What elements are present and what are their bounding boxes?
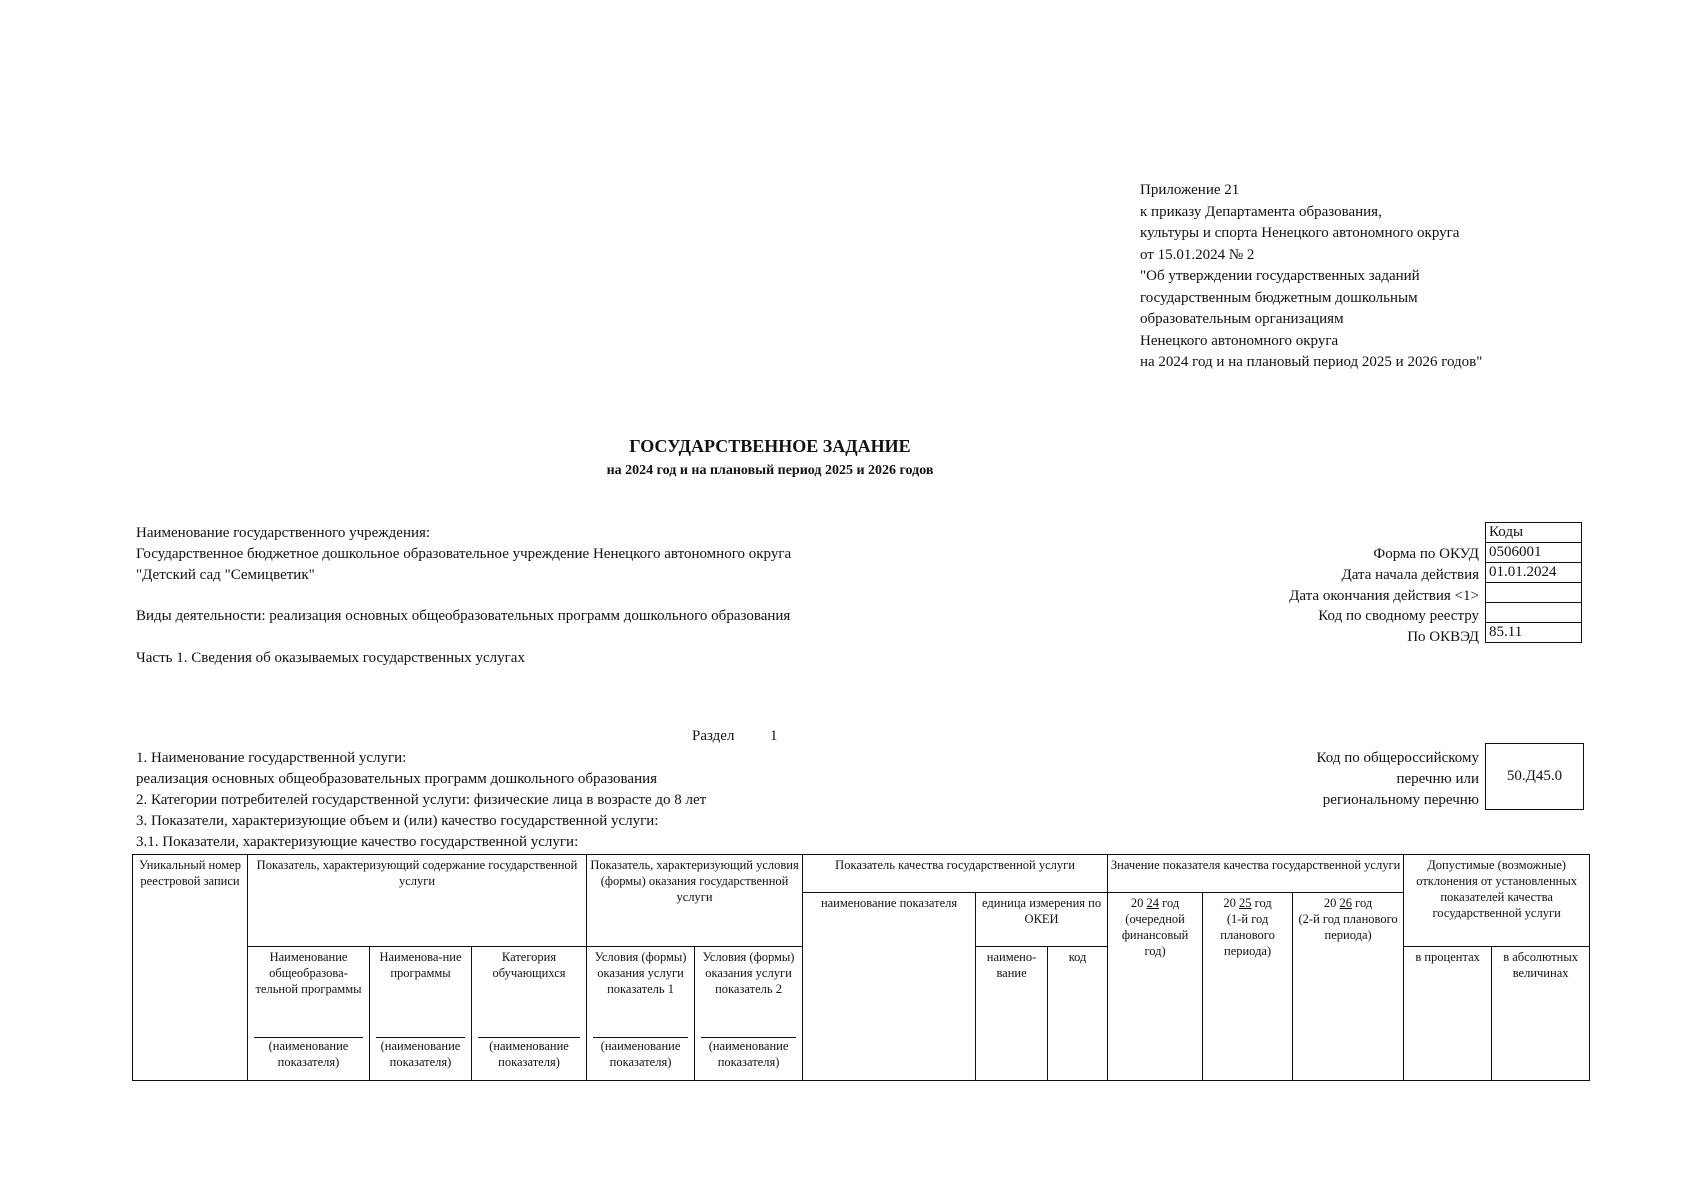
registry-code-box <box>1485 743 1584 810</box>
header-conditions-indicator: Показатель, характеризующий условия (формы) оказания государственной услуги <box>587 855 803 947</box>
code-end-date <box>1486 583 1582 603</box>
col-deviation-percent: в процентах <box>1404 947 1492 1081</box>
header-unit-okei: единица измерения по ОКЕИ <box>976 893 1108 947</box>
indicator-name-caption: (наименование показателя) <box>254 1037 363 1070</box>
year-1-value: 24 <box>1146 896 1160 910</box>
year-2-value: 25 <box>1239 896 1252 910</box>
registry-label-2: перечню или <box>1396 771 1479 787</box>
col-student-category: Категория обучающихся (наименование показателя) <box>472 947 587 1081</box>
registry-label-3: региональному перечню <box>1322 792 1479 808</box>
header-deviation: Допустимые (возможные) отклонения от установленных показателей качества государственной услуги <box>1404 855 1590 947</box>
service-name-value: реализация основных общеобразовательных программ дошкольного образования <box>136 771 658 787</box>
institution-label: Наименование государственного учреждения: <box>136 525 431 541</box>
code-label-okved: По ОКВЭД <box>1407 629 1479 645</box>
code-start-date: 01.01.2024 <box>1486 563 1582 583</box>
service-name-label: 1. Наименование государственной услуги: <box>136 750 407 766</box>
appendix-block <box>1140 180 1482 374</box>
appendix-line: Приложение 21 <box>1140 182 1240 198</box>
header-year-2: 20 25 год (1-й год планового периода) <box>1203 893 1293 1081</box>
col-deviation-absolute: в абсолютных величинах <box>1492 947 1590 1081</box>
code-label-okud: Форма по ОКУД <box>1373 546 1479 562</box>
year-3-caption: (2-й год планового периода) <box>1298 912 1398 942</box>
code-label-registry: Код по сводному реестру <box>1318 608 1479 624</box>
indicator-name-caption: (наименование показателя) <box>376 1037 465 1070</box>
indicators-heading: 3. Показатели, характеризующие объем и (или) качество государственной услуги: <box>136 813 659 829</box>
col-program-name: Наименова-ние программы (наименование показателя) <box>370 947 472 1081</box>
appendix-line: государственным бюджетным дошкольным <box>1140 289 1418 306</box>
document-title: ГОСУДАРСТВЕННОЕ ЗАДАНИЕ <box>629 436 911 456</box>
header-content-indicator: Показатель, характеризующий содержание государственной услуги <box>248 855 587 947</box>
code-registry <box>1486 603 1582 623</box>
code-okved: 85.11 <box>1486 623 1582 643</box>
appendix-line: культуры и спорта Ненецкого автономного округа <box>1140 225 1460 241</box>
appendix-line: образовательным организациям <box>1140 311 1344 327</box>
appendix-line: "Об утверждении государственных заданий <box>1140 268 1420 284</box>
appendix-line: Ненецкого автономного округа <box>1140 332 1339 349</box>
consumer-categories: 2. Категории потребителей государственной услуги: физические лица в возрасте до 8 лет <box>136 792 707 808</box>
appendix-line: от 15.01.2024 № 2 <box>1140 246 1255 263</box>
institution-name: Государственное бюджетное дошкольное образовательное учреждение Ненецкого автономного округа <box>136 546 792 562</box>
codes-header: Коды <box>1486 523 1582 543</box>
appendix-line: к приказу Департамента образования, <box>1140 203 1382 220</box>
registry-code: 50.Д45.0 <box>1506 768 1563 784</box>
col-unit-name: наимено-вание <box>976 947 1048 1081</box>
quality-table <box>132 854 1590 1081</box>
institution-name-2: "Детский сад "Семицветик" <box>136 567 315 583</box>
appendix-line: на 2024 год и на плановый период 2025 и 2026 годов" <box>1140 354 1483 370</box>
quality-indicators-heading: 3.1. Показатели, характеризующие качество государственной услуги: <box>136 834 579 850</box>
activity-type: Виды деятельности: реализация основных общеобразовательных программ дошкольного образования <box>136 608 791 624</box>
code-okud: 0506001 <box>1486 543 1582 563</box>
header-year-3: 20 26 год (2-й год планового периода) <box>1293 893 1404 1081</box>
header-year-1: 20 24 год (очередной финансовый год) <box>1108 893 1203 1081</box>
section-number: 1 <box>770 728 778 744</box>
header-quality-indicator: Показатель качества государственной услуги <box>803 855 1108 893</box>
indicator-name-caption: (наименование показателя) <box>478 1037 580 1070</box>
col-condition-1: Условия (формы) оказания услуги показатель 1 (наименование показателя) <box>587 947 695 1081</box>
section-label: Раздел <box>692 728 735 744</box>
codes-table <box>1485 522 1582 643</box>
col-program-type: Наименование общеобразова-тельной программы (наименование показателя) <box>248 947 370 1081</box>
header-indicator-name: наименование показателя <box>803 893 976 1081</box>
part-heading: Часть 1. Сведения об оказываемых государственных услугах <box>136 650 525 666</box>
indicator-name-caption: (наименование показателя) <box>593 1037 688 1070</box>
col-condition-2: Условия (формы) оказания услуги показатель 2 (наименование показателя) <box>695 947 803 1081</box>
col-unit-code: код <box>1048 947 1108 1081</box>
header-quality-value: Значение показателя качества государственной услуги <box>1108 855 1404 893</box>
registry-label-1: Код по общероссийскому <box>1316 750 1479 766</box>
document-subtitle: на 2024 год и на плановый период 2025 и 2026 годов <box>606 463 934 478</box>
indicator-name-caption: (наименование показателя) <box>701 1037 796 1070</box>
year-3-value: 26 <box>1339 896 1353 910</box>
code-label-start: Дата начала действия <box>1341 567 1479 583</box>
year-2-caption: (1-й год планового периода) <box>1220 912 1275 958</box>
header-unique-number: Уникальный номер реестровой записи <box>133 855 248 1081</box>
year-1-caption: (очередной финансовый год) <box>1121 912 1189 958</box>
code-label-end: Дата окончания действия <1> <box>1289 588 1479 604</box>
